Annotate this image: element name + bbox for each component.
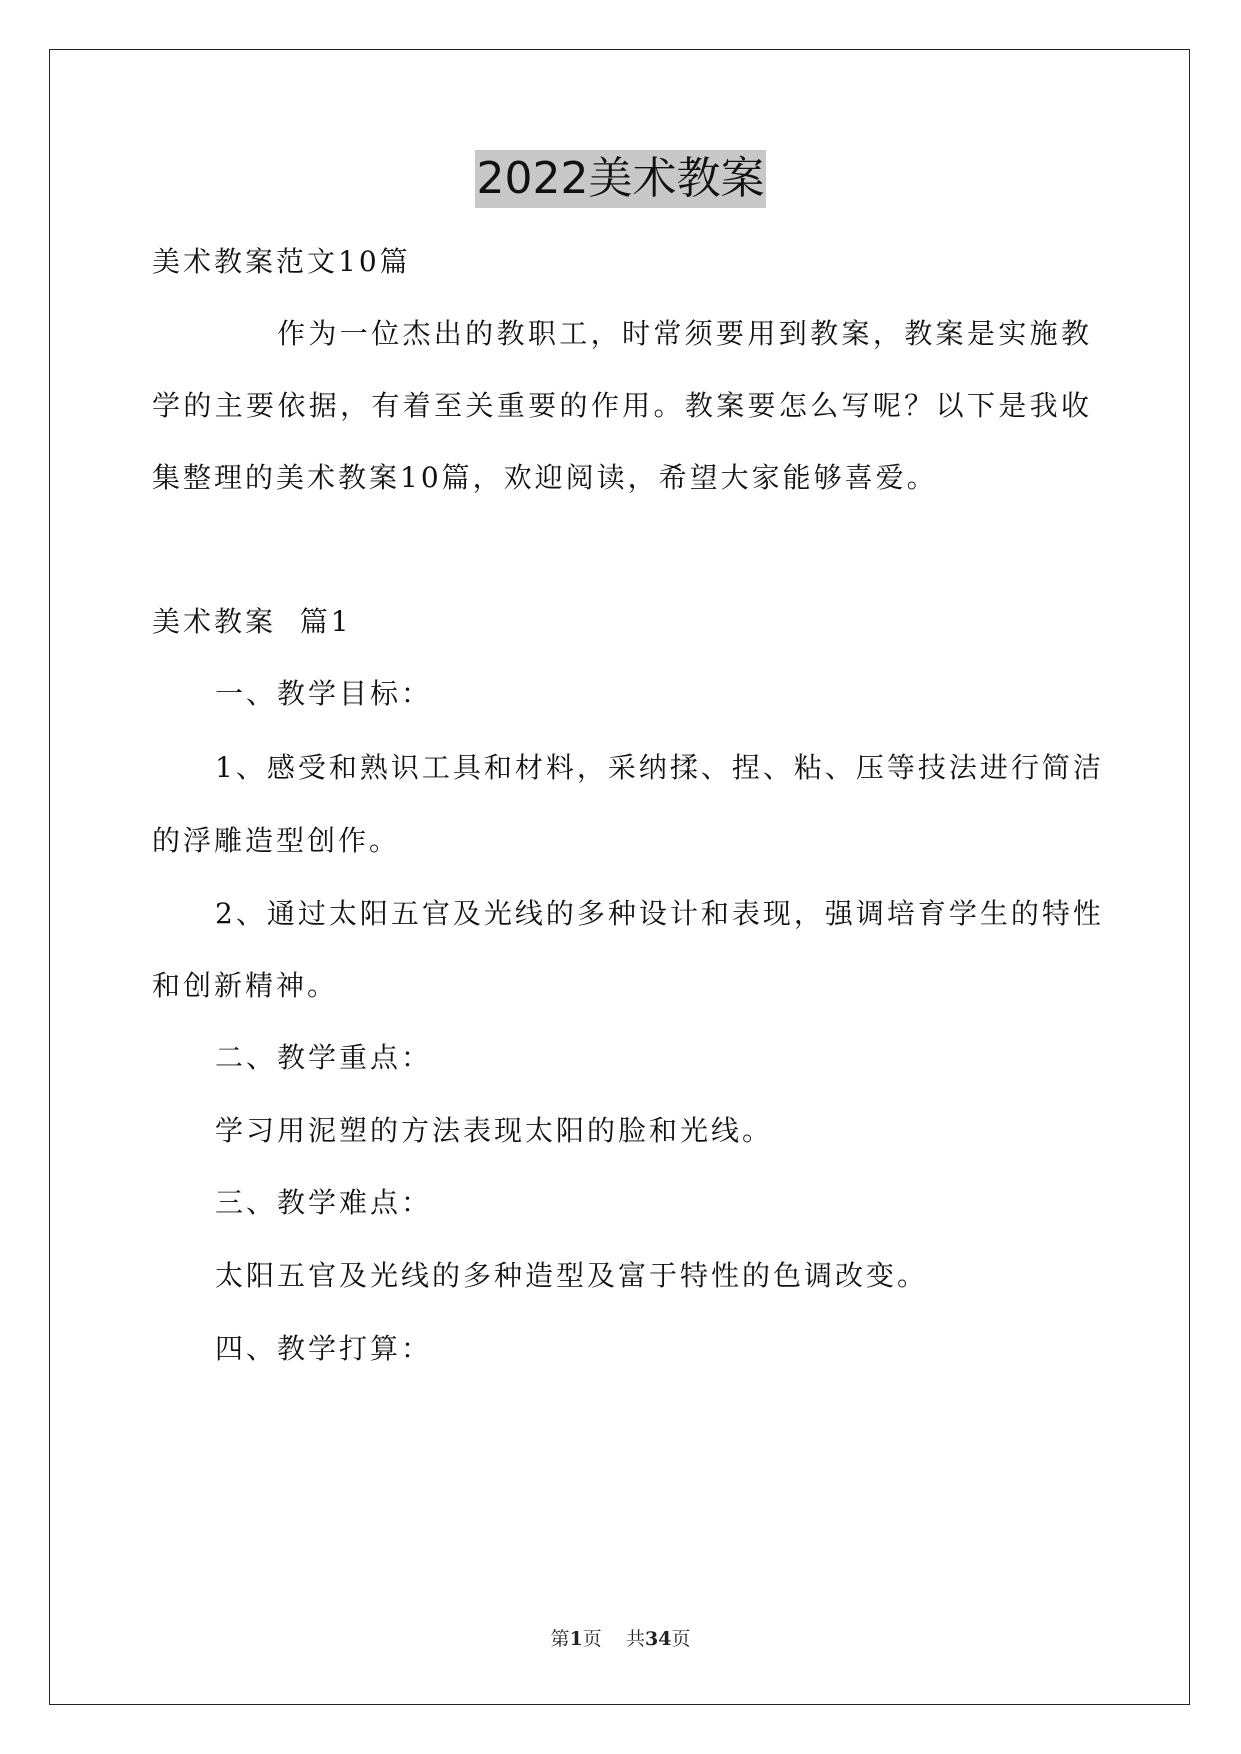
page-number: 1 — [569, 1628, 583, 1650]
body-line-3: 的浮雕造型创作。 — [152, 824, 401, 857]
total-prefix: 共 — [625, 1628, 645, 1650]
body-line-6: 二、教学重点： — [215, 1041, 433, 1074]
title-container — [0, 150, 1241, 208]
page-footer — [0, 1626, 1241, 1652]
body-line-1: 一、教学目标： — [215, 677, 433, 710]
body-line-10: 四、教学打算： — [215, 1332, 433, 1365]
page-prefix: 第 — [550, 1628, 570, 1650]
intro-line-1: 作为一位杰出的教职工，时常须要用到教案，教案是实施教 — [277, 317, 1092, 350]
body-line-8: 三、教学难点： — [215, 1186, 433, 1219]
page-suffix: 页 — [582, 1628, 602, 1650]
total-pages: 34 — [644, 1628, 672, 1650]
body-line-9: 太阳五官及光线的多种造型及富于特性的色调改变。 — [215, 1259, 929, 1292]
intro-line-3: 集整理的美术教案10篇，欢迎阅读，希望大家能够喜爱。 — [152, 461, 938, 494]
body-line-7: 学习用泥塑的方法表现太阳的脸和光线。 — [215, 1114, 774, 1147]
document-title: 2022美术教案 — [475, 150, 767, 208]
total-suffix: 页 — [671, 1628, 691, 1650]
section-heading: 美术教案 篇1 — [152, 605, 352, 638]
page-border — [49, 49, 1190, 1705]
document-subtitle: 美术教案范文10篇 — [152, 245, 411, 278]
body-line-5: 和创新精神。 — [152, 969, 339, 1002]
intro-line-2: 学的主要依据，有着至关重要的作用。教案要怎么写呢？以下是我收 — [152, 389, 1092, 422]
body-line-2: 1、感受和熟识工具和材料，采纳揉、捏、粘、压等技法进行简洁 — [215, 751, 1104, 784]
body-line-4: 2、通过太阳五官及光线的多种设计和表现，强调培育学生的特性 — [215, 897, 1104, 930]
